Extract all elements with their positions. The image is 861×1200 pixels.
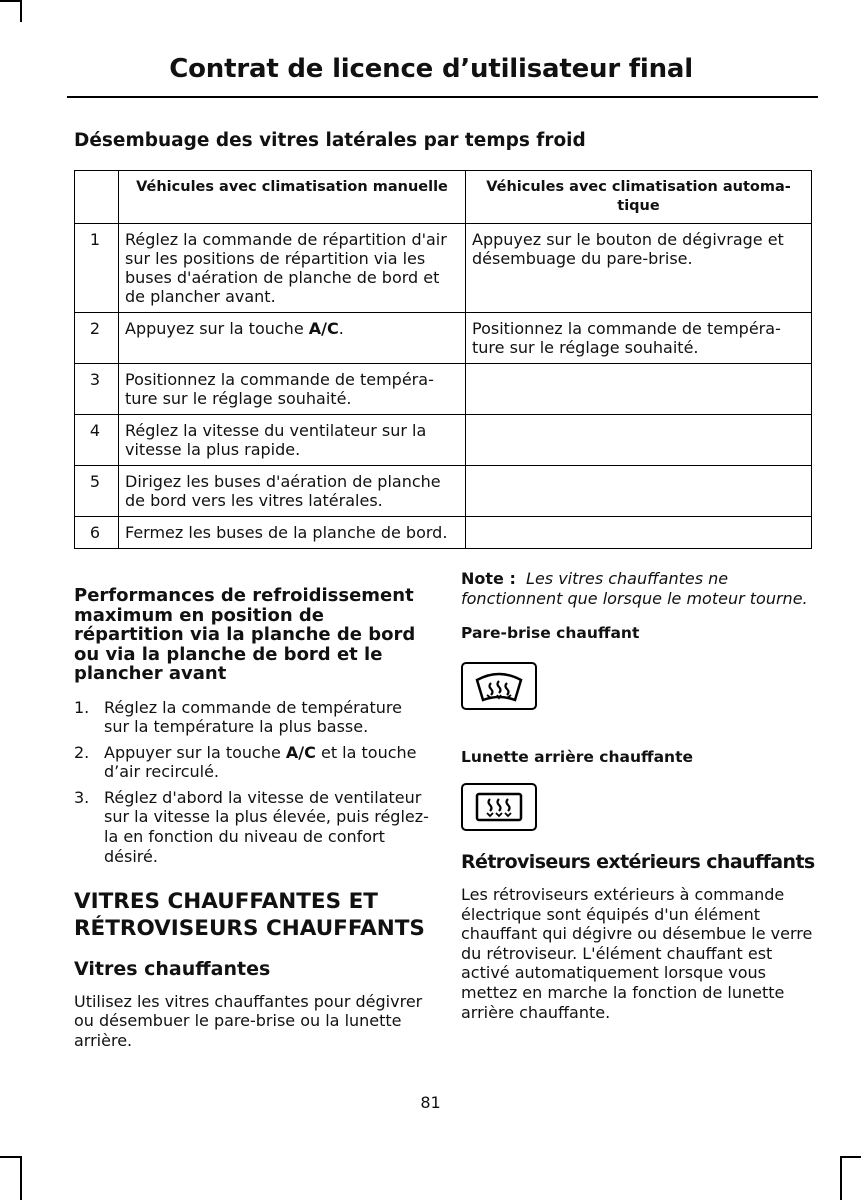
step-number: 1.: [74, 697, 90, 717]
right-column: [461, 569, 817, 1022]
table-row: [75, 364, 812, 415]
mirrors-body-text: Les rétroviseurs extérieurs à commande électrique sont équipés d'un élément chauffant qui dégivre ou désembue le verre du rétroviseur. L'élément chauffant est activé automatiquement lorsque vous mettez en marche la fonction de lunette arrière chauffante.: [461, 884, 813, 1022]
ac-key-label: A/C: [285, 742, 316, 762]
row-number: 6: [75, 517, 119, 549]
list-item: [74, 788, 429, 866]
mirrors-heading: Rétroviseurs extérieurs chauffants: [461, 851, 815, 874]
manual-text: Appuyez sur la touche: [125, 319, 309, 338]
perf-heading: Performances de refroidissement maximum en position de répartition via la planche de bord ou via la planche de bord et le plancher avant: [74, 585, 416, 684]
table-header-auto: Véhicules avec climatisation automa-tique: [466, 171, 812, 224]
step-number: 3.: [74, 787, 90, 807]
list-item: [74, 698, 429, 737]
manual-cell: [119, 313, 466, 364]
crop-mark: [20, 1156, 22, 1200]
list-item: [74, 743, 429, 782]
subsection-heading: Vitres chauffantes: [74, 958, 271, 981]
page-number: 81: [420, 1093, 441, 1112]
left-column: [74, 586, 429, 1051]
manual-cell: Réglez la commande de répartition d'air sur les positions de répartition via les buses d'aération de planche de bord et de plancher avant.: [119, 224, 466, 313]
manual-cell: Réglez la vitesse du ventilateur sur la vitesse la plus rapide.: [119, 415, 466, 466]
rear-window-heading: Lunette arrière chauffante: [461, 747, 694, 766]
note-text: Les vitres chauffantes ne fonctionnent que lorsque le moteur tourne.: [461, 569, 808, 608]
auto-cell: Appuyez sur le bouton de dégivrage et désembuage du pare-brise.: [466, 224, 812, 313]
note-paragraph: [461, 569, 817, 608]
header-rule: [67, 96, 818, 98]
crop-mark: [0, 0, 20, 2]
crop-mark: [840, 1156, 861, 1158]
chapter-heading: VITRES CHAUFFANTES ET RÉTROVISEURS CHAUFFANTS: [74, 889, 425, 942]
step-text: Appuyer sur la touche: [104, 742, 286, 762]
auto-cell: [466, 415, 812, 466]
step-number: 2.: [74, 742, 90, 762]
body-text: Utilisez les vitres chauffantes pour dégivrer ou désembuer le pare-brise ou la lunette arrière.: [74, 991, 423, 1051]
auto-cell: [466, 517, 812, 549]
table-header-num: [75, 171, 119, 224]
step-text-end: et la touche d’air recirculé.: [104, 742, 417, 782]
row-number: 4: [75, 415, 119, 466]
defog-steps-table: [74, 170, 812, 549]
table-row: [75, 466, 812, 517]
ac-key-label: A/C: [308, 319, 339, 338]
row-number: 3: [75, 364, 119, 415]
table-header-row: [75, 171, 812, 224]
table-row: [75, 415, 812, 466]
manual-text-end: .: [338, 319, 344, 338]
front-defrost-icon: [461, 662, 537, 710]
table-header-manual: Véhicules avec climatisation manuelle: [119, 171, 466, 224]
table-row: [75, 313, 812, 364]
manual-cell: Positionnez la commande de tempéra-ture sur le réglage souhaité.: [119, 364, 466, 415]
auto-cell: [466, 466, 812, 517]
step-text: Réglez d'abord la vitesse de ventilateur sur la vitesse la plus élevée, puis réglez-la en fonction du niveau de confort désiré.: [104, 787, 429, 866]
auto-cell: Positionnez la commande de tempéra-ture sur le réglage souhaité.: [466, 313, 812, 364]
row-number: 1: [75, 224, 119, 313]
table-row: [75, 517, 812, 549]
page-header-title: Contrat de licence d’utilisateur final: [169, 54, 693, 84]
row-number: 5: [75, 466, 119, 517]
windshield-heading: Pare-brise chauffant: [461, 624, 640, 643]
table-row: [75, 224, 812, 313]
row-number: 2: [75, 313, 119, 364]
step-text: Réglez la commande de température sur la température la plus basse.: [104, 697, 402, 737]
auto-cell: [466, 364, 812, 415]
crop-mark: [20, 0, 22, 22]
perf-steps-list: [74, 698, 429, 867]
section-title: Désembuage des vitres latérales par temps froid: [74, 130, 586, 151]
crop-mark: [0, 1156, 20, 1158]
manual-cell: Fermez les buses de la planche de bord.: [119, 517, 466, 549]
crop-mark: [840, 1156, 842, 1200]
manual-cell: Dirigez les buses d'aération de planche de bord vers les vitres latérales.: [119, 466, 466, 517]
note-label: Note :: [461, 569, 516, 588]
rear-defrost-icon: [461, 783, 537, 831]
